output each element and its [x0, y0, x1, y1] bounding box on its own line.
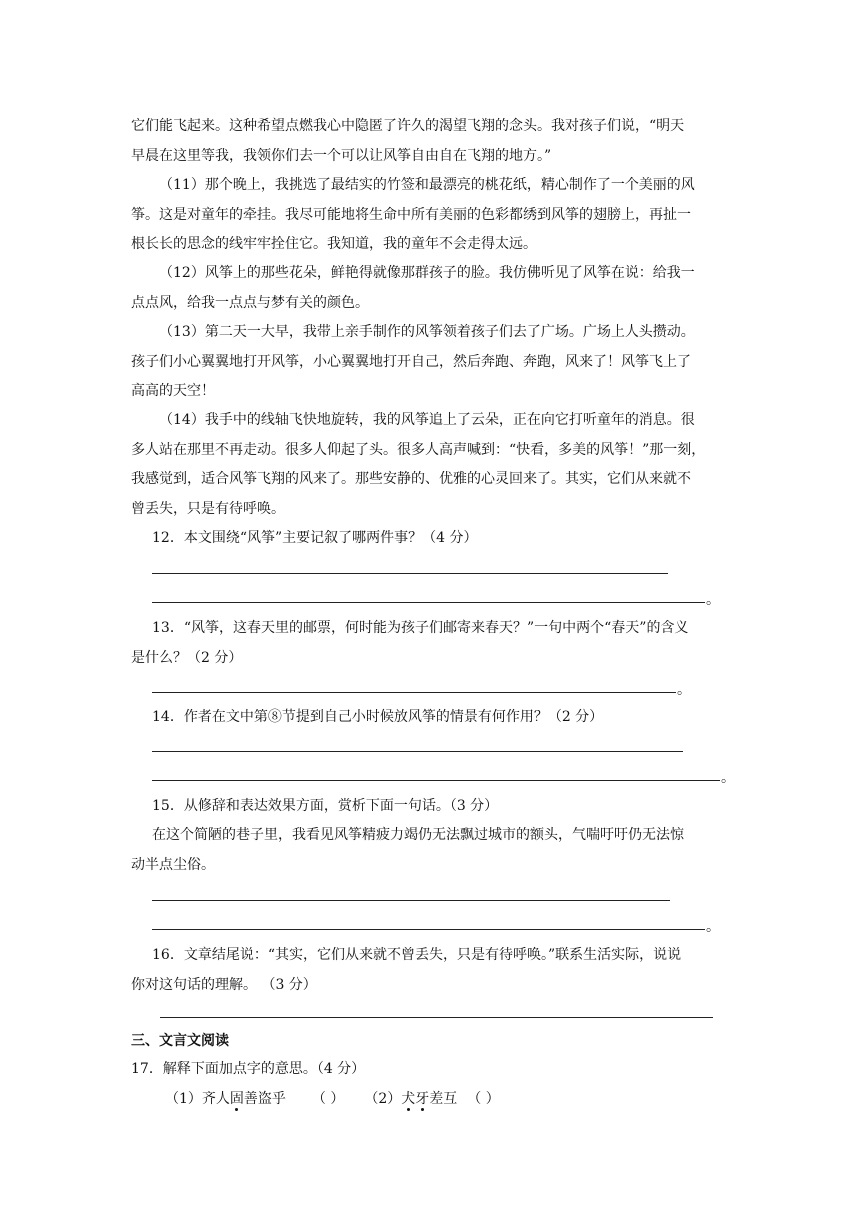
- answer-line-13[interactable]: [152, 692, 676, 693]
- passage-paragraph-14: （14）我手中的线轴飞快地旋转，我的风筝追上了云朵，正在向它打听童年的消息。很 多人站在那里不再走动。很多人仰起了头。很多人高声喊到：“快看，多美的风筝！”那一刻， 我感觉到，适合风筝飞翔的风来了。那些安静的、优雅的心灵回来了。其实，它们从来就不 曾丢失，只是有待呼唤。: [131, 412, 706, 517]
- item-2-prefix: （2）: [364, 1091, 402, 1107]
- answer-line-14b[interactable]: [152, 780, 720, 781]
- question-13: 13．“风筝，这春天里的邮票，何时能为孩子们邮寄来春天？”一句中两个“春天”的含义 是什么？（2 分）: [131, 620, 689, 666]
- item-2-suffix: 差互: [429, 1091, 458, 1107]
- answer-line-16[interactable]: [160, 1017, 713, 1018]
- answer-period-13: 。: [677, 682, 691, 698]
- question-17: 17．解释下面加点字的意思。（4 分）: [131, 1061, 366, 1077]
- question-16: 16．文章结尾说：“其实，它们从来就不曾丢失，只是有待呼唤。”联系生活实际，说说 你对这句话的理解。 （3 分）: [131, 947, 682, 993]
- passage-paragraph-11: （11）那个晚上，我挑选了最结实的竹签和最漂亮的桃花纸，精心制作了一个美丽的风 筝。这是对童年的牵挂。我尽可能地将生命中所有美丽的色彩都绣到风筝的翅膀上，再扯一 根长长的思念的线牢牢拴住它。我知道，我的童年不会走得太远。: [131, 177, 695, 252]
- item-2-answer-bracket[interactable]: （ ）: [467, 1091, 500, 1107]
- passage-paragraph-12: （12）风筝上的那些花朵，鲜艳得就像那群孩子的脸。我仿佛听见了风筝在说：给我一 点点风，给我一点点与梦有关的颜色。: [131, 265, 695, 311]
- item-1-dotted-char: 固: [229, 1091, 244, 1107]
- answer-line-15a[interactable]: [152, 900, 670, 901]
- passage-paragraph-13: （13）第二天一大早，我带上亲手制作的风筝领着孩子们去了广场。广场上人头攒动。 孩子们小心翼翼地打开风筝，小心翼翼地打开自己，然后奔跑、奔跑，风来了！风筝飞上了 高高的天空！: [131, 324, 695, 399]
- question-12: 12．本文围绕“风筝”主要记叙了哪两件事？（4 分）: [152, 530, 478, 546]
- answer-line-14a[interactable]: [152, 751, 683, 752]
- answer-period-14: 。: [721, 770, 735, 786]
- item-2-dotted-char-2: 牙: [415, 1091, 430, 1107]
- answer-line-12a[interactable]: [152, 573, 668, 574]
- passage-continuation: 它们能飞起来。这种希望点燃我心中隐匿了许久的渴望飞翔的念头。我对孩子们说，“明天 早晨在这里等我，我领你们去一个可以让风筝自由自在飞翔的地方。”: [131, 118, 685, 164]
- answer-line-12b[interactable]: [152, 602, 705, 603]
- question-15: 15．从修辞和表达效果方面，赏析下面一句话。（3 分）: [152, 798, 499, 814]
- answer-period-12: 。: [706, 592, 720, 608]
- item-1-suffix: 善盗乎: [243, 1091, 286, 1107]
- item-2-dotted-char-1: 犬: [401, 1091, 416, 1107]
- section-heading-classical-chinese: 三、文言文阅读: [131, 1033, 229, 1049]
- answer-period-15: 。: [706, 919, 720, 935]
- answer-line-15b[interactable]: [152, 929, 705, 930]
- question-17-items: [131, 1085, 765, 1115]
- item-1-answer-bracket[interactable]: （ ）: [311, 1091, 345, 1107]
- item-1-prefix: （1）齐人: [165, 1091, 230, 1107]
- question-15-quote: 在这个简陋的巷子里，我看见风筝精疲力竭仍无法飘过城市的额头，气喘吁吁仍无法惊 动半点尘俗。: [131, 827, 684, 873]
- question-14: 14．作者在文中第⑧节提到自己小时候放风筝的情景有何作用？（2 分）: [152, 709, 604, 725]
